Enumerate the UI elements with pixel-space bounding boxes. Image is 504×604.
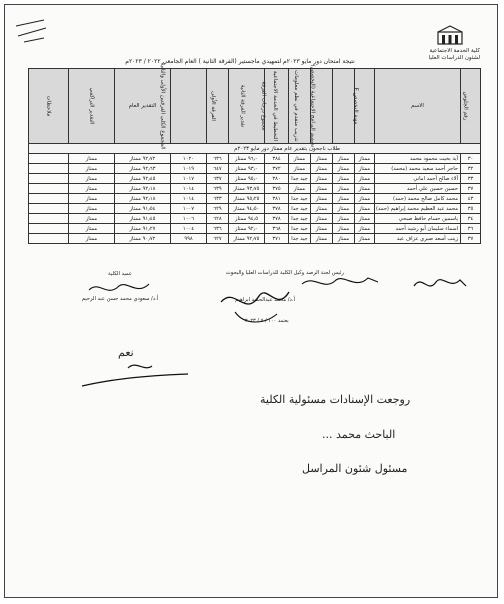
col-header-cumulative: التقدير التراكمي bbox=[69, 69, 115, 144]
cell-grade: ممتاز bbox=[289, 164, 311, 174]
cell-cumulative: ممتاز bbox=[69, 224, 115, 234]
cell-total: ٣٦٨ bbox=[265, 224, 289, 234]
cell-name: حاجر أحمد سعيد محمد (محمد) bbox=[375, 164, 461, 174]
cell-overall: ٩١٫٥٤ ممتاز bbox=[115, 204, 171, 214]
cell-overall: ٩٢٫٤٥ ممتاز bbox=[115, 174, 171, 184]
university-logo-icon bbox=[436, 24, 464, 46]
cell-grade: ممتاز bbox=[289, 184, 311, 194]
cell-cumulative: ممتاز bbox=[69, 184, 115, 194]
col-header-notes: ملاحظات bbox=[29, 69, 69, 144]
cell-year1: ٦٢٨ bbox=[207, 214, 229, 224]
handwritten-line-1: روجعت الإسنادات مسئولية الكلية bbox=[260, 393, 411, 406]
cell-grade: ممتاز bbox=[333, 174, 355, 184]
cell-grade: ممتاز bbox=[333, 234, 355, 244]
cell-grade: ممتاز bbox=[333, 194, 355, 204]
cell-grade-year2: ٩٢٫٠ ممتاز bbox=[229, 224, 265, 234]
cell-notes bbox=[29, 154, 69, 164]
signature-squiggle-middle bbox=[300, 272, 380, 294]
cell-seat: ٣٢ bbox=[461, 164, 481, 174]
cell-name: آلاء صالح أحمد اماني bbox=[375, 174, 461, 184]
cell-grade-year2: ٩٤٫٥٠ ممتاز bbox=[229, 204, 265, 214]
cell-seat: ٣٧ bbox=[461, 234, 481, 244]
cell-cumulative: ممتاز bbox=[69, 174, 115, 184]
col-header-overall-grade: التقدير العام bbox=[115, 69, 171, 144]
table-row bbox=[29, 194, 481, 204]
cell-total: ٣٧٥ bbox=[265, 184, 289, 194]
cell-grade: ممتاز bbox=[311, 174, 333, 184]
cell-grade: ممتاز bbox=[311, 204, 333, 214]
col-header-subject-3: تدريب متقدم في نظم معلومات bbox=[311, 69, 333, 144]
cell-seat: ٣٣ bbox=[461, 174, 481, 184]
cell-grade: ممتاز bbox=[355, 174, 375, 184]
table-row bbox=[29, 164, 481, 174]
cell-total: ٣٧١ bbox=[265, 234, 289, 244]
cell-grand-total: ١٠٠٦ bbox=[171, 214, 207, 224]
col-header-grand-total: المجموع الكلي الفرقتين الأولى والثانية bbox=[171, 69, 207, 144]
table-row bbox=[29, 174, 481, 184]
cell-grade: ممتاز bbox=[333, 164, 355, 174]
cell-seat: ٣٤ bbox=[461, 214, 481, 224]
cell-name: زينب أسعد صبري عزاف عبد bbox=[375, 234, 461, 244]
cell-notes bbox=[29, 234, 69, 244]
cell-grade: ممتاز bbox=[333, 184, 355, 194]
cell-overall: ٩٢٫٧٢ ممتاز bbox=[115, 154, 171, 164]
cell-seat: ٣٧ bbox=[461, 184, 481, 194]
cell-grand-total: ١٠٠٧ bbox=[171, 204, 207, 214]
col-header-grade-year2: تقدير الفرقة الثانية bbox=[229, 69, 265, 144]
cell-notes bbox=[29, 174, 69, 184]
cell-name: آية بخيت محمود محمد bbox=[375, 154, 461, 164]
cell-grand-total: ١٠٢٠ bbox=[171, 154, 207, 164]
cell-name: اسماء سليمان أبو رشيد أحمد bbox=[375, 224, 461, 234]
handwritten-approval: نعم bbox=[118, 346, 134, 359]
cell-grade: ممتاز bbox=[333, 204, 355, 214]
cell-grand-total: ١٠١٧ bbox=[171, 174, 207, 184]
signature-squiggle-right bbox=[410, 272, 470, 296]
approval-date: يعتمد ١٠٠ / ٧ / ٢٠٢٣ bbox=[245, 318, 289, 324]
cell-grade: ممتاز bbox=[289, 154, 311, 164]
cell-cumulative: ممتاز bbox=[69, 234, 115, 244]
table-subheading: طلاب ناجحون بتقدير عام ممتاز دور مايو ٢٠٢٣م bbox=[29, 144, 481, 154]
cell-grade: ممتاز bbox=[311, 214, 333, 224]
signature-vice-dean bbox=[215, 282, 295, 332]
cell-grade: ممتاز bbox=[311, 184, 333, 194]
cell-name: حسين حسين علي أحمد bbox=[375, 184, 461, 194]
cell-cumulative: ممتاز bbox=[69, 214, 115, 224]
table-header-row bbox=[29, 69, 481, 144]
col-header-year1: الفرقة الأولى bbox=[207, 69, 229, 144]
cell-grade: ممتاز bbox=[311, 234, 333, 244]
cell-grand-total: ١٠٠٤ bbox=[171, 224, 207, 234]
cell-overall: ٩٢٫١٨ ممتاز bbox=[115, 184, 171, 194]
cell-notes bbox=[29, 194, 69, 204]
vice-dean-name: أ.د/ محمد عبدالحميد ابراهيم bbox=[235, 297, 295, 303]
handwritten-line-2: الباحث محمد ... bbox=[322, 428, 396, 441]
cell-overall: ٩١٫٤٥ ممتاز bbox=[115, 214, 171, 224]
cell-grade: جيد جدا bbox=[289, 174, 311, 184]
cell-overall: ٩٢٫٦٣ ممتاز bbox=[115, 164, 171, 174]
cell-grade: جيد جدا bbox=[289, 214, 311, 224]
cell-grade-year2: ٩٣٫٠ ممتاز bbox=[229, 164, 265, 174]
cell-total: ٣٧٨ bbox=[265, 204, 289, 214]
cell-grade: ممتاز bbox=[355, 214, 375, 224]
cell-overall: ٩٢٫١٨ ممتاز bbox=[115, 194, 171, 204]
cell-grade: ممتاز bbox=[355, 204, 375, 214]
table-row bbox=[29, 184, 481, 194]
cell-grade: ممتاز bbox=[333, 224, 355, 234]
cell-grade: ممتاز bbox=[355, 224, 375, 234]
cell-grand-total: ٩٩٨ bbox=[171, 234, 207, 244]
cell-name: ياسمين حسام حافظ صبحي bbox=[375, 214, 461, 224]
department-name: لشئون الدراسات العليا bbox=[428, 55, 480, 61]
cell-name: محمد عبد العظيم محمد إبراهيم (حمد) bbox=[375, 204, 461, 214]
cell-grade: ممتاز bbox=[311, 164, 333, 174]
cell-grand-total: ١٠١٤ bbox=[171, 184, 207, 194]
cell-overall: ٩١٫٢٧ ممتاز bbox=[115, 224, 171, 234]
col-header-seat: رقم الجلوس bbox=[461, 69, 481, 144]
col-header-name: الاسم bbox=[375, 69, 461, 144]
cell-notes bbox=[29, 164, 69, 174]
dean-label: عميد الكلية bbox=[108, 271, 132, 277]
col-header-subject-2: تصميم البرامج الاجتماعية (التخصص) bbox=[333, 69, 355, 144]
table-row bbox=[29, 224, 481, 234]
cell-grade: ممتاز bbox=[355, 164, 375, 174]
cell-cumulative: ممتاز bbox=[69, 204, 115, 214]
col-header-subject-1: مهنة التخصص E bbox=[355, 69, 375, 144]
cell-overall: ٩٠٫٧٢ ممتاز bbox=[115, 234, 171, 244]
dean-name: أ.د/ سعودي محمد حسن عبد الرحيم bbox=[81, 296, 159, 302]
cell-total: ٣٧٨ bbox=[265, 214, 289, 224]
cell-year1: ٦٣٦ bbox=[207, 154, 229, 164]
cell-year1: ٦٢٩ bbox=[207, 204, 229, 214]
cell-grade-year2: ٩٢٫٧٥ ممتاز bbox=[229, 234, 265, 244]
cell-notes bbox=[29, 224, 69, 234]
cell-grand-total: ١٠١٩ bbox=[171, 164, 207, 174]
signature-dean bbox=[85, 278, 155, 300]
faculty-name: كلية الخدمة الاجتماعية bbox=[429, 48, 480, 54]
cell-grade: ممتاز bbox=[355, 154, 375, 164]
handwritten-underline bbox=[78, 358, 198, 394]
cell-grade: ممتاز bbox=[311, 224, 333, 234]
cell-cumulative: ممتاز bbox=[69, 154, 115, 164]
cell-cumulative: ممتاز bbox=[69, 194, 115, 204]
cell-grade: ممتاز bbox=[311, 154, 333, 164]
cell-grade: جيد جدا bbox=[289, 194, 311, 204]
cell-total: ٣٧٢ bbox=[265, 164, 289, 174]
cell-year1: ٦٣٣ bbox=[207, 194, 229, 204]
cell-cumulative: ممتاز bbox=[69, 164, 115, 174]
cell-seat: ٣٦ bbox=[461, 224, 481, 234]
cell-grade: ممتاز bbox=[355, 194, 375, 204]
cell-grade-year2: ٩٣٫٧٥ ممتاز bbox=[229, 184, 265, 194]
cell-grade: جيد جدا bbox=[289, 224, 311, 234]
committee-head-label: رئيس لجنة الرصد bbox=[306, 270, 344, 276]
cell-notes bbox=[29, 184, 69, 194]
cell-seat: ٣٥ bbox=[461, 204, 481, 214]
table-subheading-row bbox=[29, 144, 481, 154]
cell-grade-year2: ٩٥٫٠ ممتاز bbox=[229, 174, 265, 184]
cell-notes bbox=[29, 214, 69, 224]
results-table bbox=[28, 62, 481, 244]
cell-grade: ممتاز bbox=[311, 194, 333, 204]
cell-notes bbox=[29, 204, 69, 214]
cell-grade: جيد جدا bbox=[289, 204, 311, 214]
cell-year1: ٦٣٦ bbox=[207, 224, 229, 234]
col-header-total: مجموع درجات الفرقة bbox=[265, 69, 289, 144]
vice-dean-label: وكيل الكلية للدراسات العليا والبحوث bbox=[225, 270, 305, 276]
cell-name: محمد كامل صالح محمد (حمد) bbox=[375, 194, 461, 204]
table-row bbox=[29, 204, 481, 214]
cell-grade: ممتاز bbox=[355, 184, 375, 194]
cell-grand-total: ١٠١٤ bbox=[171, 194, 207, 204]
corner-pen-mark bbox=[14, 18, 48, 48]
cell-total: ٣٨٠ bbox=[265, 174, 289, 184]
cell-seat: ٣٠ bbox=[461, 154, 481, 164]
col-header-subject-4: التخطيط في الخدمة الاجتماعية bbox=[289, 69, 311, 144]
cell-grade: ممتاز bbox=[355, 234, 375, 244]
cell-seat: ٤٣ bbox=[461, 194, 481, 204]
cell-year1: ٦٣٧ bbox=[207, 174, 229, 184]
cell-grade: ممتاز bbox=[333, 214, 355, 224]
table-row bbox=[29, 234, 481, 244]
table-row bbox=[29, 214, 481, 224]
cell-grade: ممتاز bbox=[333, 154, 355, 164]
cell-year1: ٦٢٧ bbox=[207, 234, 229, 244]
cell-grade-year2: ٩٤٫٥ ممتاز bbox=[229, 214, 265, 224]
table-row bbox=[29, 154, 481, 164]
cell-total: ٣٨٤ bbox=[265, 154, 289, 164]
cell-total: ٣٨١ bbox=[265, 194, 289, 204]
cell-grade-year2: ٩٦٫٠ ممتاز bbox=[229, 154, 265, 164]
document-title: نتيجة امتحان دور مايو ٢٠٢٣م لتمهيدي ماجستير (الفرقة الثانية ) العام الجامعي ٢٠٢٢ / ٢٠٢٣م bbox=[125, 58, 355, 65]
cell-grade-year2: ٩٥٫٢٥ ممتاز bbox=[229, 194, 265, 204]
handwritten-line-3: مسئول شئون المراسل bbox=[302, 462, 408, 475]
cell-year1: ٦٣٩ bbox=[207, 184, 229, 194]
cell-year1: ٦٤٧ bbox=[207, 164, 229, 174]
cell-grade: جيد جدا bbox=[289, 234, 311, 244]
